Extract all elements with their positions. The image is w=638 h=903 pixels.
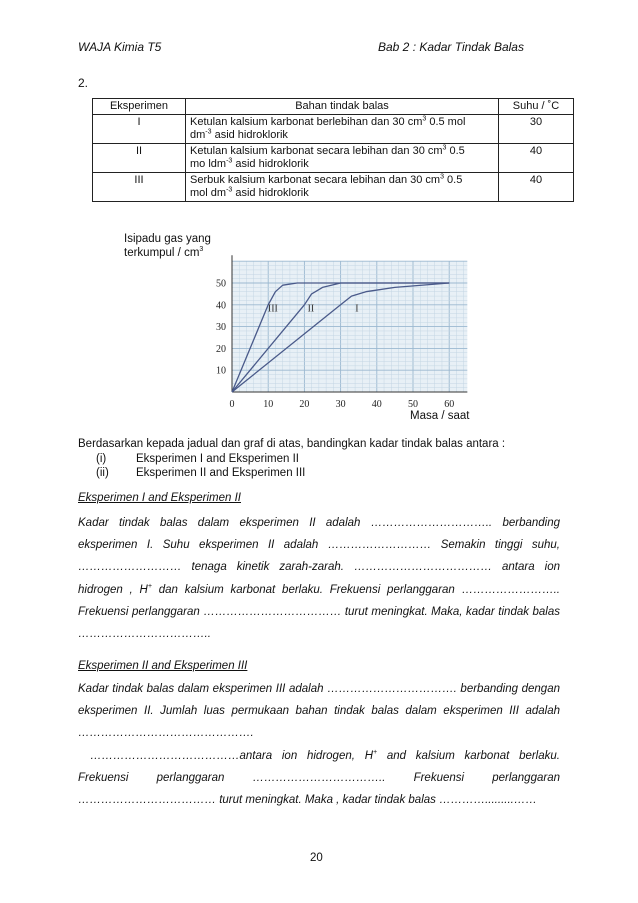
chart-ylabel: Isipadu gas yang terkumpul / $cm^3$ <box>124 233 211 259</box>
table-header-row <box>93 99 574 115</box>
y-tick-label: 30 <box>216 322 226 334</box>
list-item: (i) Eksperimen I and Eksperimen II <box>96 453 299 465</box>
table-cell: II <box>93 144 186 173</box>
table-cell: Ketulan kalsium karbonat secara lebihan dan 30 $cm^3$ 0.5 mo ldm$^{-3}$ asid hidroklorik <box>186 144 499 173</box>
instruction-text: Berdasarkan kepada jadual dan graf di atas, bandingkan kadar tindak balas antara : <box>78 438 506 450</box>
question-list <box>96 452 305 480</box>
question-number: 2. <box>78 76 89 90</box>
section-title-1: Eksperimen I and Eksperimen II <box>78 492 241 504</box>
table-row <box>93 115 574 144</box>
header-chapter: Bab 2 : Kadar Tindak Balas <box>378 40 524 54</box>
y-tick-label: 50 <box>216 278 226 290</box>
table-row <box>93 173 574 202</box>
x-tick-label: 50 <box>408 399 418 410</box>
answer-paragraph-1: Kadar tindak balas dalam eksperimen II adalah ………………………….. berbanding eksperimen I. Suhu eksperimen II adalah ……………………… Semakin tinggi suhu, ……………………… tenaga kinetik zarah-zarah. ……………………………… antara ion hidrogen , H+ dan kalsium karbonat berlaku. Frekuensi perlanggaran …………………….. Frekuensi perlanggaran ……………………………… turut meningkat. Maka, kadar tindak balas …………………………….. <box>78 517 561 641</box>
chart-grid <box>232 261 467 392</box>
table-header: Eksperimen <box>93 99 186 115</box>
x-tick-label: 30 <box>335 399 346 410</box>
x-tick-label: 60 <box>444 399 455 410</box>
table-cell: I <box>93 115 186 144</box>
x-tick-label: 0 <box>229 399 235 410</box>
y-tick-label: 20 <box>216 343 226 355</box>
header-title: WAJA Kimia T5 <box>78 40 162 54</box>
experiment-table <box>92 98 574 202</box>
table-cell: 30 <box>499 115 574 144</box>
table-header: Suhu / ˚C <box>499 99 574 115</box>
series-label-II: II <box>307 303 315 315</box>
volume-time-graph <box>112 232 482 417</box>
series-label-III: III <box>267 303 278 315</box>
x-tick-label: 40 <box>371 399 382 410</box>
x-tick-label: 10 <box>263 399 274 410</box>
table-cell: III <box>93 173 186 202</box>
table-cell: 40 <box>499 144 574 173</box>
page-number: 20 <box>310 852 323 864</box>
x-tick-label: 20 <box>299 399 310 410</box>
y-tick-label: 40 <box>216 300 226 312</box>
y-tick-label: 10 <box>216 365 226 377</box>
table-row <box>93 144 574 173</box>
series-label-I: I <box>355 303 359 315</box>
list-item: (ii) Eksperimen II and Eksperimen III <box>96 467 306 479</box>
answer-paragraph-2: Kadar tindak balas dalam eksperimen III adalah ……………………………. berbanding dengan eksperimen II. Jumlah luas permukaan bahan tindak balas dalam eksperimen III adalah ………………………………………. …………………………………antara ion hidrogen, H+ and kalsium karbonat berlaku. Frekuensi perlanggaran …………………………….. Frekuensi perlanggaran ……………………………… turut meningkat. Maka , kadar tindak balas ………….........…… <box>78 683 560 807</box>
table-cell: Serbuk kalsium karbonat secara lebihan dan 30 $cm^3$ 0.5 mol $dm^{-3}$ asid hidroklorik <box>186 173 499 202</box>
table-header: Bahan tindak balas <box>186 99 499 115</box>
table-cell: Ketulan kalsium karbonat berlebihan dan 30 $cm^3$ 0.5 mol $dm^{-3}$ asid hidroklorik <box>186 115 499 144</box>
section-title-2: Eksperimen II and Eksperimen III <box>78 660 248 672</box>
chart-xlabel: Masa / saat <box>410 410 470 422</box>
table-cell: 40 <box>499 173 574 202</box>
